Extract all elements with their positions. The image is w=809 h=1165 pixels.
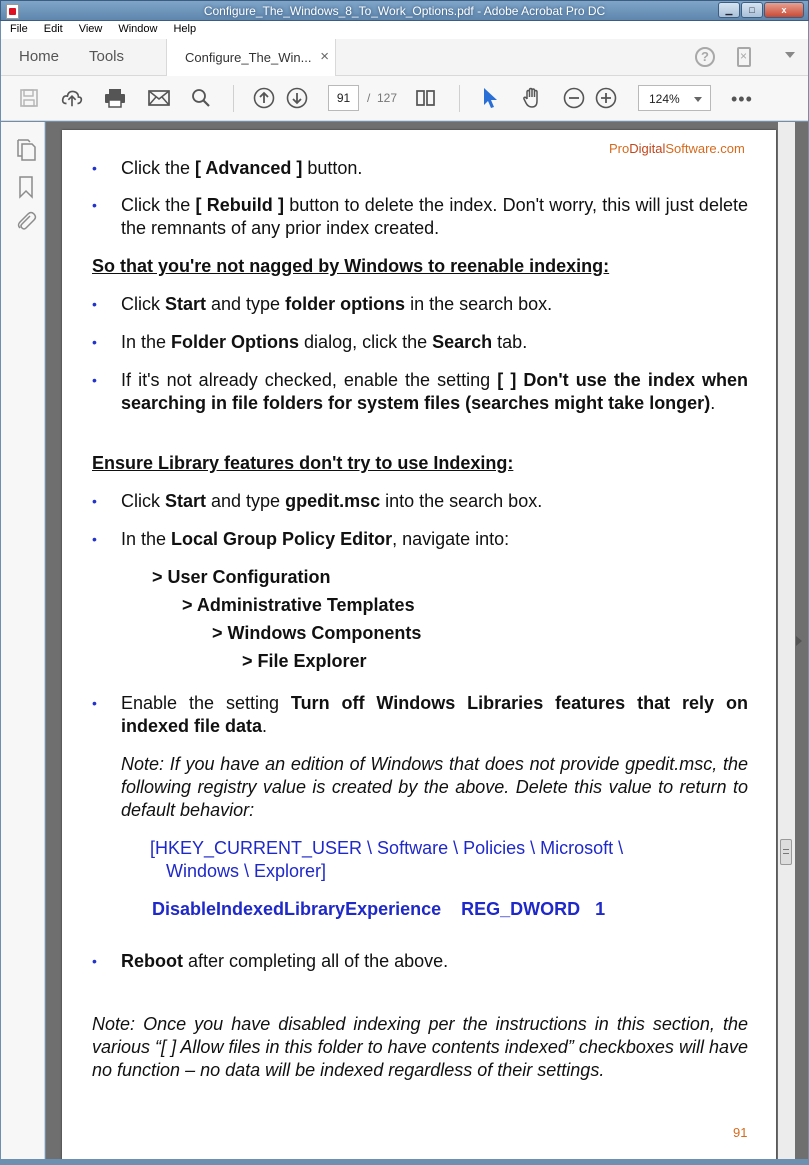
list-item: In the Folder Options dialog, click the Search tab. — [121, 332, 528, 352]
bullet: • — [92, 372, 97, 388]
zoom-out-icon[interactable] — [563, 87, 585, 109]
registry-value: DisableIndexedLibraryExperience REG_DWORD 1 — [152, 899, 606, 919]
print-icon[interactable] — [104, 87, 126, 109]
tab-bar — [1, 39, 808, 76]
page-total: 127 — [377, 91, 398, 105]
list-item: Click Start and type folder options in the search box. — [121, 294, 553, 314]
page-separator: / — [367, 91, 371, 105]
pdf-page — [62, 130, 776, 1165]
bullet: • — [92, 296, 97, 312]
close-window-button[interactable]: x — [764, 2, 804, 18]
hand-tool-icon[interactable] — [521, 87, 543, 109]
toolbar — [1, 76, 808, 121]
next-page-icon[interactable] — [286, 87, 308, 109]
email-icon[interactable] — [148, 87, 170, 109]
zoom-in-icon[interactable] — [595, 87, 617, 109]
list-item: Click the [ Rebuild ] button to delete the index. Don't worry, this will just delete the remnants of any prior index created. — [121, 195, 748, 238]
expand-pane-right-icon[interactable] — [796, 636, 802, 646]
list-item: Click Start and type gpedit.msc into the search box. — [121, 491, 543, 511]
page-view-icon[interactable] — [415, 87, 437, 109]
scrollbar-thumb[interactable] — [780, 839, 792, 865]
registry-key-line-2: Windows \ Explorer] — [166, 861, 327, 881]
bullet: • — [92, 493, 97, 509]
list-item: Click the [ Advanced ] button. — [121, 158, 363, 178]
tab-close-icon[interactable]: × — [320, 48, 329, 65]
save-icon[interactable] — [18, 87, 40, 109]
list-item: Enable the setting Turn off Windows Libraries features that rely on indexed file data. — [121, 693, 748, 736]
list-item: In the Local Group Policy Editor, navigate into: — [121, 529, 510, 549]
more-tools-icon[interactable]: ••• — [731, 89, 753, 109]
tab-home[interactable]: Home — [19, 48, 60, 65]
menu-edit[interactable]: Edit — [43, 23, 63, 35]
vertical-scrollbar[interactable] — [778, 122, 795, 1159]
attachments-icon[interactable] — [15, 210, 37, 234]
closing-note-paragraph: Note: Once you have disabled indexing per the instructions in this section, the various “[ ] Allow files in this folder to have contents indexed” checkboxes will have no function – no data will be indexed regardless of their settings. — [92, 1014, 748, 1080]
bookmarks-icon[interactable] — [15, 175, 37, 199]
tab-overflow-icon[interactable] — [785, 52, 795, 58]
zoom-level-value: 124% — [649, 92, 680, 106]
title-bar — [0, 0, 809, 21]
bullet: • — [92, 334, 97, 350]
help-icon[interactable]: ? — [695, 47, 715, 67]
search-icon[interactable] — [190, 87, 212, 109]
upload-cloud-icon[interactable] — [61, 87, 83, 109]
select-pointer-icon[interactable] — [479, 87, 501, 109]
list-item: Reboot after completing all of the above. — [121, 951, 449, 971]
window-bottom-border — [0, 1159, 809, 1165]
list-item: If it's not already checked, enable the setting [ ] Don't use the index when searching in file folders for system files (searches might take longer). — [121, 370, 748, 413]
zoom-level-select[interactable] — [638, 85, 711, 111]
note-paragraph: Note: If you have an edition of Windows that does not provide gpedit.msc, the following registry value is created by the above. Delete this value to return to default behavior: — [121, 754, 748, 820]
bullet: • — [92, 197, 97, 213]
minimize-button[interactable]: ▁ — [718, 2, 740, 18]
tab-tools[interactable]: Tools — [89, 48, 125, 65]
window-controls — [718, 2, 804, 18]
previous-page-icon[interactable] — [253, 87, 275, 109]
bullet: • — [92, 160, 97, 176]
site-brand: ProDigitalSoftware.com — [609, 141, 745, 156]
tab-document-label: Configure_The_Win... — [185, 50, 312, 65]
registry-key-line-1: [HKEY_CURRENT_USER \ Software \ Policies \ Microsoft \ — [150, 838, 624, 858]
page-number-input[interactable]: 91 — [328, 85, 359, 111]
mobile-link-icon[interactable] — [737, 47, 751, 67]
page-thumbnails-icon[interactable] — [15, 138, 37, 162]
toolbar-separator — [233, 85, 234, 112]
navigation-pane — [1, 122, 45, 1159]
menu-window[interactable]: Window — [118, 23, 158, 35]
section-heading: Ensure Library features don't try to use Indexing: — [92, 453, 514, 473]
window-title: Configure_The_Windows_8_To_Work_Options.pdf - Adobe Acrobat Pro DC — [203, 4, 606, 18]
tab-document[interactable] — [166, 39, 336, 76]
maximize-button[interactable]: □ — [741, 2, 763, 18]
chevron-down-icon — [694, 97, 702, 102]
bullet: • — [92, 953, 97, 969]
policy-path-level-3: > Windows Components — [212, 623, 422, 643]
policy-path-level-1: > User Configuration — [152, 567, 331, 587]
menu-bar — [1, 21, 808, 39]
section-heading: So that you're not nagged by Windows to reenable indexing: — [92, 256, 610, 276]
menu-help[interactable]: Help — [173, 23, 197, 35]
toolbar-separator — [459, 85, 460, 112]
policy-path-level-4: > File Explorer — [242, 651, 367, 671]
menu-file[interactable]: File — [10, 23, 28, 35]
page-footer-number: 91 — [733, 1125, 748, 1140]
policy-path-level-2: > Administrative Templates — [182, 595, 415, 615]
bullet: • — [92, 531, 97, 547]
menu-view[interactable]: View — [78, 23, 103, 35]
bullet: • — [92, 695, 97, 711]
